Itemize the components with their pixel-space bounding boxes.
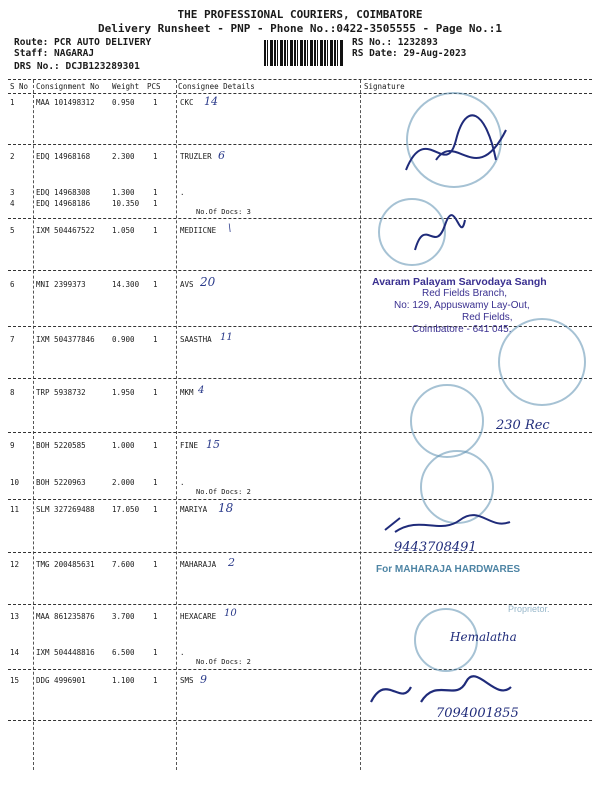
handwritten-count: \ (228, 223, 232, 234)
handwritten-name: Hemalatha (450, 630, 517, 644)
row-weight: 1.000 (112, 441, 135, 450)
row-consignee: HEXACARE (180, 612, 217, 621)
row-weight: 1.950 (112, 388, 135, 397)
row-pcs: 1 (153, 152, 158, 161)
row-sno: 12 (10, 560, 20, 569)
row-consignee: MEDIICNE (180, 226, 217, 235)
handwritten-count: 6 (218, 149, 225, 162)
handwritten-count: 15 (206, 438, 220, 451)
col-signature: Signature (364, 82, 405, 91)
route-label: Route: PCR AUTO DELIVERY (14, 37, 152, 48)
row-consignee: MKM (180, 388, 194, 397)
row-sno: 11 (10, 505, 20, 514)
row-pcs: 1 (153, 441, 158, 450)
round-stamp (498, 318, 586, 406)
row-consignment: IXM 504467522 (36, 226, 95, 235)
col-pcs: PCS (147, 82, 161, 91)
row-sno: 10 (10, 478, 20, 487)
row-divider (8, 499, 592, 500)
row-consignee: SAASTHA (180, 335, 212, 344)
rs-date: RS Date: 29-Aug-2023 (352, 48, 467, 59)
row-weight: 1.300 (112, 188, 135, 197)
col-consignment: Consignment No (36, 82, 100, 91)
row-sno: 2 (10, 152, 15, 161)
table-row (0, 223, 600, 240)
handwritten-note: 230 Rec (496, 418, 550, 433)
header-bottom-rule (8, 93, 592, 94)
round-stamp (410, 384, 484, 458)
handwritten-count: 4 (198, 385, 205, 396)
row-consignment: MNI 2399373 (36, 280, 86, 289)
row-consignee: MARIYA (180, 505, 208, 514)
row-consignment: SLM 327269488 (36, 505, 95, 514)
row-divider (8, 270, 592, 271)
stamp-line: Coimbatore - 641 045. (412, 324, 512, 335)
handwritten-count: 11 (220, 332, 233, 343)
signature-mark (410, 210, 470, 260)
row-consignment: IXM 504377846 (36, 335, 95, 344)
proprietor-label: Proprietor. (508, 604, 550, 614)
row-consignee: CKC (180, 98, 194, 107)
row-consignment: EDQ 14968186 (36, 199, 91, 208)
table-row (0, 478, 600, 492)
row-sno: 13 (10, 612, 20, 621)
row-pcs: 1 (153, 560, 158, 569)
row-divider (8, 552, 592, 553)
row-sno: 3 (10, 188, 15, 197)
row-consignee: TRUZLER (180, 152, 212, 161)
row-weight: 17.050 (112, 505, 140, 514)
handwritten-phone: 7094001855 (436, 706, 519, 721)
row-consignee: . (180, 188, 185, 197)
row-pcs: 1 (153, 199, 158, 208)
row-pcs: 1 (153, 280, 158, 289)
row-divider (8, 669, 592, 670)
row-pcs: 1 (153, 648, 158, 657)
row-sno: 4 (10, 199, 15, 208)
rs-number: RS No.: 1232893 (352, 37, 438, 48)
stamp-title: Avaram Palayam Sarvodaya Sangh (372, 276, 547, 288)
row-divider (8, 218, 592, 219)
handwritten-count: 14 (204, 95, 218, 108)
doc-count: No.Of Docs: 3 (196, 208, 251, 216)
col-sno: S No (10, 82, 29, 91)
row-weight: 14.300 (112, 280, 140, 289)
handwritten-count: 9 (200, 673, 207, 686)
row-consignee: MAHARAJA (180, 560, 217, 569)
row-consignment: EDQ 14968168 (36, 152, 91, 161)
row-consignee: AVS (180, 280, 194, 289)
row-consignee: FINE (180, 441, 199, 450)
row-pcs: 1 (153, 188, 158, 197)
row-consignee: SMS (180, 676, 194, 685)
barcode (264, 40, 344, 66)
handwritten-count: 2 (228, 556, 235, 569)
stamp-line: Red Fields, (462, 312, 513, 323)
row-consignment: BOH 5220585 (36, 441, 86, 450)
row-sno: 14 (10, 648, 20, 657)
table-row (0, 648, 600, 662)
row-weight: 2.300 (112, 152, 135, 161)
row-weight: 2.000 (112, 478, 135, 487)
row-consignment: IXM 504448816 (36, 648, 95, 657)
row-consignment: MAA 101498312 (36, 98, 95, 107)
table-row (0, 199, 600, 213)
row-divider (8, 604, 592, 605)
table-row (0, 438, 600, 455)
row-weight: 1.050 (112, 226, 135, 235)
column-divider (360, 80, 361, 770)
maharaja-stamp: For MAHARAJA HARDWARES (376, 564, 521, 575)
signature-mark (380, 510, 520, 540)
stamp-line: No: 129, Appuswamy Lay-Out, (394, 300, 530, 311)
row-consignment: DDG 4996901 (36, 676, 86, 685)
row-weight: 1.100 (112, 676, 135, 685)
row-pcs: 1 (153, 612, 158, 621)
row-sno: 7 (10, 335, 15, 344)
drs-number: DRS No.: DCJB123289301 (14, 61, 140, 72)
row-consignment: MAA 861235876 (36, 612, 95, 621)
staff-label: Staff: NAGARAJ (14, 48, 95, 59)
row-sno: 1 (10, 98, 15, 107)
row-pcs: 1 (153, 388, 158, 397)
row-pcs: 1 (153, 676, 158, 685)
stamp-line: Red Fields Branch, (422, 288, 508, 299)
row-pcs: 1 (153, 226, 158, 235)
company-title: THE PROFESSIONAL COURIERS, COIMBATORE (177, 8, 423, 21)
row-sno: 5 (10, 226, 15, 235)
column-divider (176, 80, 177, 770)
row-weight: 3.700 (112, 612, 135, 621)
col-weight: Weight (112, 82, 140, 91)
doc-count: No.Of Docs: 2 (196, 488, 251, 496)
column-divider (33, 80, 34, 770)
row-consignment: EDQ 14968308 (36, 188, 91, 197)
runsheet-subtitle: Delivery Runsheet - PNP - Phone No.:0422-3505555 - Page No.:1 (98, 22, 502, 35)
doc-count: No.Of Docs: 2 (196, 658, 251, 666)
row-weight: 6.500 (112, 648, 135, 657)
handwritten-count: 10 (224, 608, 237, 619)
row-consignee: . (180, 478, 185, 487)
row-weight: 0.900 (112, 335, 135, 344)
row-sno: 9 (10, 441, 15, 450)
row-consignment: TMG 200485631 (36, 560, 95, 569)
row-pcs: 1 (153, 505, 158, 514)
signature-mark (396, 100, 516, 190)
row-consignment: TRP 5938732 (36, 388, 86, 397)
row-consignee: . (180, 648, 185, 657)
handwritten-count: 18 (218, 501, 234, 515)
row-pcs: 1 (153, 478, 158, 487)
col-consignee: Consignee Details (178, 82, 255, 91)
row-sno: 8 (10, 388, 15, 397)
header-top-rule (8, 79, 592, 80)
handwritten-count: 20 (200, 275, 216, 289)
row-pcs: 1 (153, 335, 158, 344)
row-weight: 10.350 (112, 199, 140, 208)
row-weight: 0.950 (112, 98, 135, 107)
row-pcs: 1 (153, 98, 158, 107)
row-sno: 6 (10, 280, 15, 289)
handwritten-phone: 9443708491 (394, 540, 477, 555)
row-weight: 7.600 (112, 560, 135, 569)
row-sno: 15 (10, 676, 20, 685)
row-consignment: BOH 5220963 (36, 478, 86, 487)
